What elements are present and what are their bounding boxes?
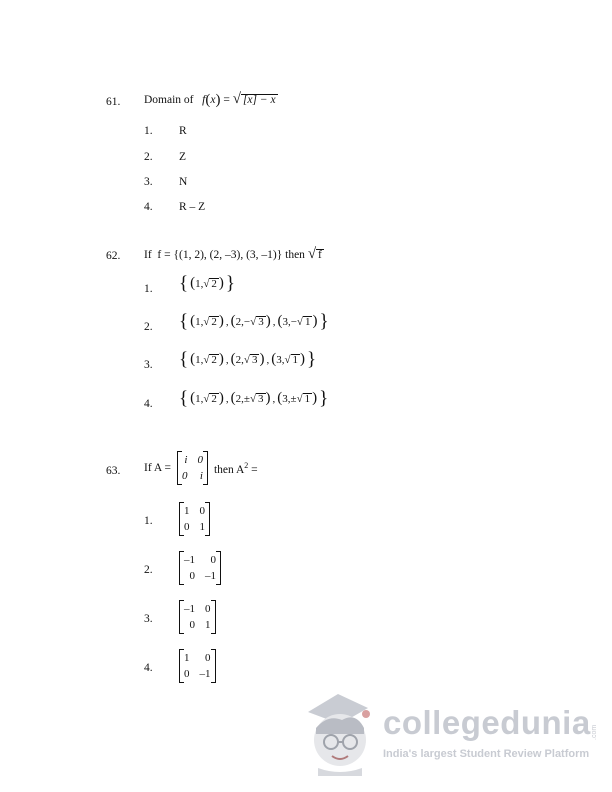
function-name: f — [202, 94, 206, 106]
question-number: 63. — [106, 465, 121, 477]
brand-tagline: India's largest Student Review Platform — [383, 748, 590, 760]
option-number: 1. — [144, 125, 153, 137]
ordered-pair: ( 2 , − √ 3 ) — [230, 313, 271, 329]
stem-root: f — [318, 249, 322, 261]
question-number: 61. — [106, 96, 121, 108]
option-number: 2. — [144, 321, 153, 333]
ordered-pair: ( 3 , √ 1 ) — [271, 351, 306, 367]
option-set: { ( 1 , √ 2 ) , ( 2 , √ 3 ) , ( 3 , √ 1 ) } — [179, 349, 317, 370]
option-text: R – Z — [179, 201, 206, 213]
option-set: { ( 1 , √ 2 ) , ( 2 , − √ 3 ) , ( 3 , − √ 1 ) } — [179, 311, 329, 332]
option-number: 4. — [144, 201, 153, 213]
option-set: { ( 1 , √ 2 ) , ( 2 , ± √ 3 ) , ( 3 , ± √ 1 ) } — [179, 388, 329, 409]
ordered-pair: ( 2 , ± √ 3 ) — [230, 390, 271, 406]
stem-suffix: then $A^2$ = — [213, 460, 258, 476]
stem-set: f = {(1, 2), (2, –3), (3, –1)} then — [157, 249, 305, 261]
option-number: 4. — [144, 398, 153, 410]
option-number: 4. — [144, 662, 153, 674]
ordered-pair: ( 1 , √ 2 ) — [190, 313, 224, 329]
question-stem: Domain of f(x) = √ [x] − x — [144, 91, 276, 108]
option-number: 1. — [144, 515, 153, 527]
stem-prefix: Domain of — [144, 94, 194, 106]
question-number: 62. — [106, 250, 121, 262]
brand-name: collegedunia — [383, 704, 591, 741]
option-matrix: –1 0 0 –1 — [179, 551, 221, 585]
mascot-icon — [298, 684, 382, 776]
option-number: 3. — [144, 176, 153, 188]
ordered-pair: ( 1 , √ 2 ) — [190, 275, 224, 291]
brand-domain: .com — [591, 724, 598, 740]
matrix-a: i 0 0 i — [177, 451, 208, 485]
option-text: R — [179, 125, 187, 137]
ordered-pair: ( 1 , √ 2 ) — [190, 390, 224, 406]
ordered-pair: ( 3 , − √ 1 ) — [277, 313, 318, 329]
radicand: [x] − x — [242, 94, 276, 106]
question-stem: If f = {(1, 2), (2, –3), (3, –1)} then √ f — [144, 246, 322, 262]
ordered-pair: ( 2 , √ 3 ) — [230, 351, 265, 367]
option-text: N — [179, 176, 188, 188]
option-number: 2. — [144, 151, 153, 163]
ordered-pair: ( 3 , ± √ 1 ) — [277, 390, 318, 406]
option-matrix: 1 0 0 –1 — [179, 649, 216, 683]
option-matrix: –1 0 0 1 — [179, 600, 216, 634]
ordered-pair: ( 1 , √ 2 ) — [190, 351, 224, 367]
stem-prefix: If A = — [144, 462, 171, 474]
option-text: Z — [179, 151, 187, 163]
option-matrix: 1 0 0 1 — [179, 502, 210, 536]
option-set: { ( 1 , √ 2 ) } — [179, 273, 236, 294]
option-number: 1. — [144, 283, 153, 295]
option-number: 3. — [144, 613, 153, 625]
option-number: 2. — [144, 564, 153, 576]
question-stem — [144, 451, 258, 485]
function-arg: x — [210, 94, 216, 106]
option-number: 3. — [144, 359, 153, 371]
stem-prefix: If — [144, 249, 152, 261]
